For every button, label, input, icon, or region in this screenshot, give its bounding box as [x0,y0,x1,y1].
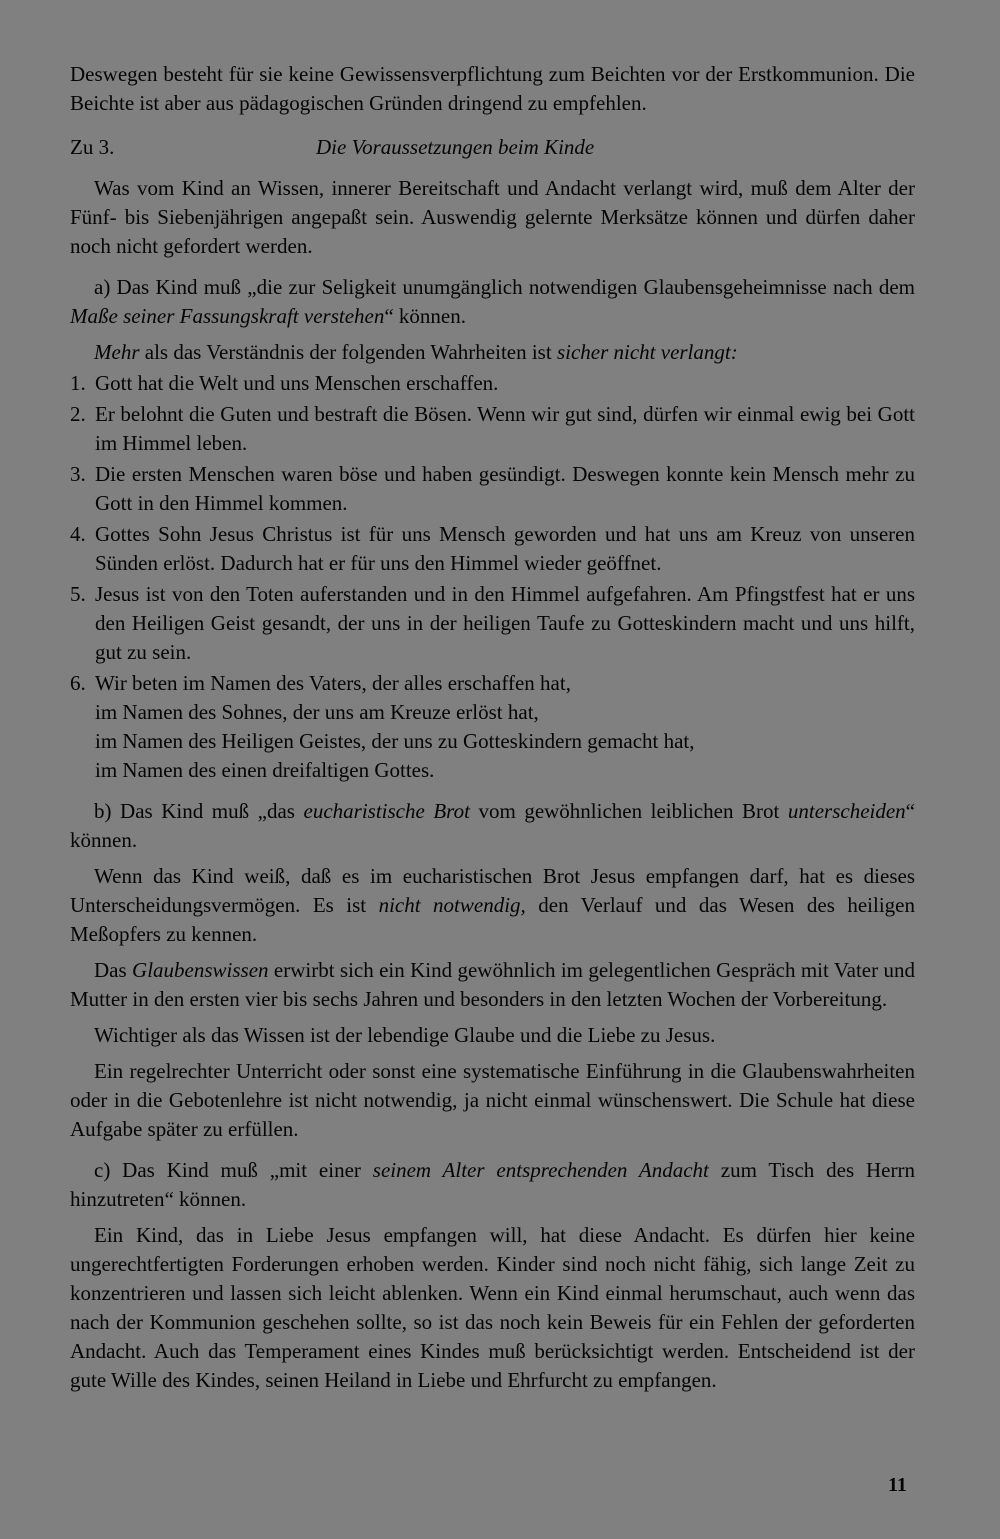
glaubens-emphasis: Glaubenswissen [132,958,269,982]
book-page [70,60,915,1500]
glaubenswissen-paragraph [70,956,915,1014]
page-number: 11 [888,1474,907,1496]
list-item-number: 2. [70,402,86,426]
section-title: Die Voraussetzungen beim Kinde [316,135,595,159]
list-item-number: 4. [70,522,86,546]
list-item-line: Die ersten Menschen waren böse und haben gesündigt. Deswegen konnte kein Mensch mehr zu Gott in den Himmel kommen. [95,462,915,515]
wenn-emphasis: nicht notwendig, [378,893,526,917]
list-item [70,520,915,578]
requirement-c-paragraph [70,1156,915,1214]
requirement-b-emphasis-2: unterscheiden [787,799,906,823]
list-item-text [95,580,915,667]
list-item [70,369,915,398]
list-item-text [95,369,915,398]
list-item-text [95,669,915,785]
requirement-b-emphasis: eucharistische Brot [303,799,470,823]
wenn-paragraph [70,862,915,949]
andacht-paragraph: Ein Kind, das in Liebe Jesus empfangen will, hat diese Andacht. Es dürfen hier keine ungerechtfertigten Forderungen erhoben werden. Kinder sind noch nicht fähig, sich lange Zeit zu konzentrieren und lassen sich leicht ablenken. Wenn ein Kind einmal herumschaut, auch wenn das nach der Kommunion geschehen sollte, so ist das noch kein Beweis für ein Fehlen der geforderten Andacht. Auch das Temperament eines Kindes muß berücksichtigt werden. Entscheidend ist der gute Wille des Kindes, seinen Heiland in Liebe und Ehrfurcht zu empfangen. [70,1223,915,1392]
list-item [70,400,915,458]
list-item-number: 3. [70,462,86,486]
requirement-b-paragraph [70,797,915,855]
wenn-text: Wenn das Kind weiß, daß es im eucharistischen Brot Jesus empfangen darf, hat es dieses Unterscheidungsvermögen. Es ist [70,864,915,917]
mehr-emphasis: Mehr [94,340,140,364]
section-heading [70,133,915,162]
truths-list [70,369,915,785]
list-item-line: im Namen des einen dreifaltigen Gottes. [95,758,435,782]
list-item-number: 5. [70,582,86,606]
mehr-paragraph [70,338,915,367]
list-item-line: Gott hat die Welt und uns Menschen erschaffen. [95,371,499,395]
requirement-a-paragraph [70,273,915,331]
list-item-number: 6. [70,671,86,695]
intro-paragraph: Deswegen besteht für sie keine Gewissensverpflichtung zum Beichten vor der Erstkommunion. Die Beichte ist aber aus pädagogischen Gründen dringend zu empfehlen. [70,62,915,115]
requirement-a-end: “ können. [384,304,467,328]
list-item-line: im Namen des Sohnes, der uns am Kreuze erlöst hat, [95,700,539,724]
mehr-emphasis-end: sicher nicht verlangt: [556,340,738,364]
list-item [70,580,915,667]
requirement-c-text: c) Das Kind muß „mit einer [94,1158,373,1182]
unterricht-paragraph: Ein regelrechter Unterricht oder sonst eine systematische Einführung in die Glaubenswahrheiten oder in die Gebotenlehre ist nicht notwendig, ja nicht einmal wünschenswert. Die Schule hat diese Aufgabe später zu erfüllen. [70,1059,915,1141]
glaubens-end: erwirbt sich ein Kind gewöhnlich im gelegentlichen Gespräch mit Vater und Mutter in den ersten vier bis sechs Jahren und besonders in den letzten Wochen der Vorbereitung. [70,958,915,1011]
requirement-c-end: zum Tisch des Herrn hinzutreten“ können. [70,1158,915,1211]
requirement-a-text: a) Das Kind muß „die zur Seligkeit unumgänglich notwendigen Glaubensgeheimnisse nach dem [94,275,915,299]
list-item-text [95,520,915,578]
list-item-number: 1. [70,371,86,395]
requirement-b-mid: vom gewöhnlichen leiblichen Brot [469,799,788,823]
list-item [70,460,915,518]
mehr-text: als das Verständnis der folgenden Wahrheiten ist [139,340,557,364]
requirements-paragraph: Was vom Kind an Wissen, innerer Bereitschaft und Andacht verlangt wird, muß dem Alter der Fünf- bis Siebenjährigen angepaßt sein. Auswendig gelernte Merksätze können und dürfen daher noch nicht gefordert werden. [70,176,915,258]
list-item-line: Jesus ist von den Toten auferstanden und in den Himmel aufgefahren. Am Pfingstfest hat er uns den Heiligen Geist gesandt, der uns in der heiligen Taufe zu Gotteskindern macht und uns hilft, gut zu sein. [95,582,915,664]
list-item-text [95,400,915,458]
glaubens-text: Das [94,958,133,982]
requirement-a-emphasis: Maße seiner Fassungskraft verstehen [70,304,385,328]
list-item-line: Gottes Sohn Jesus Christus ist für uns Mensch geworden und hat uns am Kreuz von unseren Sünden erlöst. Dadurch hat er für uns den Himmel wieder geöffnet. [95,522,915,575]
list-item-line: Wir beten im Namen des Vaters, der alles erschaffen hat, [95,671,571,695]
wenn-end: den Verlauf und das Wesen des heiligen Meßopfers zu kennen. [70,893,915,946]
requirement-b-text: b) Das Kind muß „das [94,799,304,823]
list-item-line: Er belohnt die Guten und bestraft die Bösen. Wenn wir gut sind, dürfen wir einmal ewig bei Gott im Himmel leben. [95,402,915,455]
list-item [70,669,915,785]
requirement-b-end: “ können. [70,799,915,852]
list-item-line: im Namen des Heiligen Geistes, der uns zu Gotteskindern gemacht hat, [95,729,695,753]
section-number: Zu 3. [70,135,115,159]
wichtiger-paragraph: Wichtiger als das Wissen ist der lebendige Glaube und die Liebe zu Jesus. [94,1023,716,1047]
requirement-c-emphasis: seinem Alter entsprechenden Andacht [372,1158,709,1182]
list-item-text [95,460,915,518]
